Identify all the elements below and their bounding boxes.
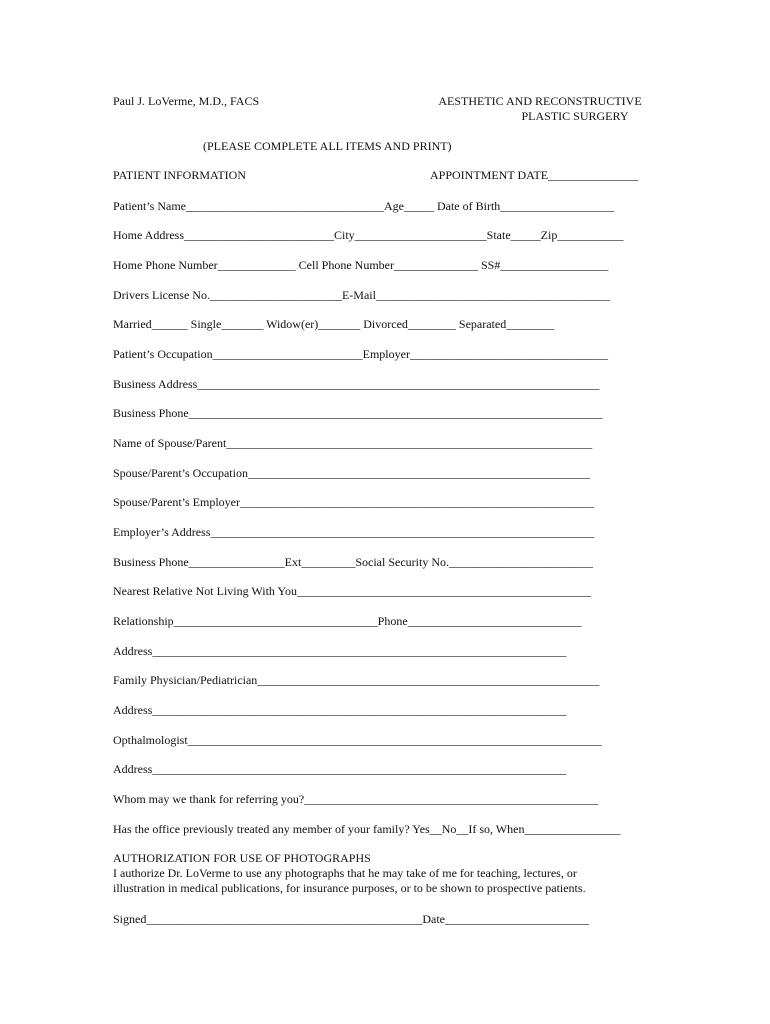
- doctor-name: Paul J. LoVerme, M.D., FACS: [113, 94, 260, 108]
- spouse-parent-name-field[interactable]: Name of Spouse/Parent_____________________________________________________________: [113, 436, 593, 450]
- photo-authorization: [113, 851, 658, 896]
- relationship-phone-field[interactable]: Relationship__________________________________Phone_____________________________: [113, 614, 582, 628]
- signature-date-field[interactable]: Signed______________________________________________Date________________________: [113, 912, 589, 926]
- ophthalmologist-field[interactable]: Opthalmologist_____________________________________________________________________: [113, 733, 602, 747]
- specialty-line-1: AESTHETIC AND RECONSTRUCTIVE: [438, 94, 642, 108]
- marital-status-field[interactable]: Married______ Single_______ Widow(er)_______ Divorced________ Separated________: [113, 317, 555, 331]
- referral-field[interactable]: Whom may we thank for referring you?_________________________________________________: [113, 792, 599, 806]
- ophthalmologist-address-field[interactable]: Address_____________________________________________________________________: [113, 762, 567, 776]
- appointment-date-field[interactable]: APPOINTMENT DATE_______________: [430, 168, 639, 182]
- family-physician-field[interactable]: Family Physician/Pediatrician_________________________________________________________: [113, 673, 600, 687]
- form-instruction: (PLEASE COMPLETE ALL ITEMS AND PRINT): [203, 139, 452, 153]
- family-treated-field[interactable]: Has the office previously treated any member of your family? Yes__No__If so, When________________: [113, 822, 621, 836]
- patient-name-age-dob-field[interactable]: Patient’s Name_________________________________Age_____ Date of Birth___________________: [113, 199, 615, 213]
- phone-numbers-ss-field[interactable]: Home Phone Number_____________ Cell Phone Number______________ SS#__________________: [113, 258, 609, 272]
- specialty-line-2: PLASTIC SURGERY: [521, 109, 629, 123]
- drivers-license-email-field[interactable]: Drivers License No.______________________E-Mail_______________________________________: [113, 288, 610, 302]
- business-phone-ext-ssn-field[interactable]: Business Phone________________Ext_________Social Security No.________________________: [113, 555, 593, 569]
- authorization-text-line-2: illustration in medical publications, for insurance purposes, or to be shown to prospective patients.: [113, 881, 586, 895]
- physician-address-field[interactable]: Address_____________________________________________________________________: [113, 703, 567, 717]
- authorization-heading: AUTHORIZATION FOR USE OF PHOTOGRAPHS: [113, 851, 371, 865]
- nearest-relative-field[interactable]: Nearest Relative Not Living With You_________________________________________________: [113, 584, 591, 598]
- home-address-field[interactable]: Home Address_________________________City______________________State_____Zip___________: [113, 228, 624, 242]
- relative-address-field[interactable]: Address_____________________________________________________________________: [113, 644, 567, 658]
- section-title-patient-info: PATIENT INFORMATION: [113, 168, 247, 182]
- spouse-parent-employer-field[interactable]: Spouse/Parent’s Employer___________________________________________________________: [113, 495, 594, 509]
- spouse-parent-occupation-field[interactable]: Spouse/Parent’s Occupation_________________________________________________________: [113, 466, 590, 480]
- business-address-field[interactable]: Business Address___________________________________________________________________: [113, 377, 600, 391]
- authorization-text-line-1: I authorize Dr. LoVerme to use any photographs that he may take of me for teaching, lectures, or: [113, 866, 577, 880]
- business-phone-field[interactable]: Business Phone_____________________________________________________________________: [113, 406, 603, 420]
- employer-address-field[interactable]: Employer’s Address________________________________________________________________: [113, 525, 595, 539]
- occupation-employer-field[interactable]: Patient’s Occupation_________________________Employer_________________________________: [113, 347, 608, 361]
